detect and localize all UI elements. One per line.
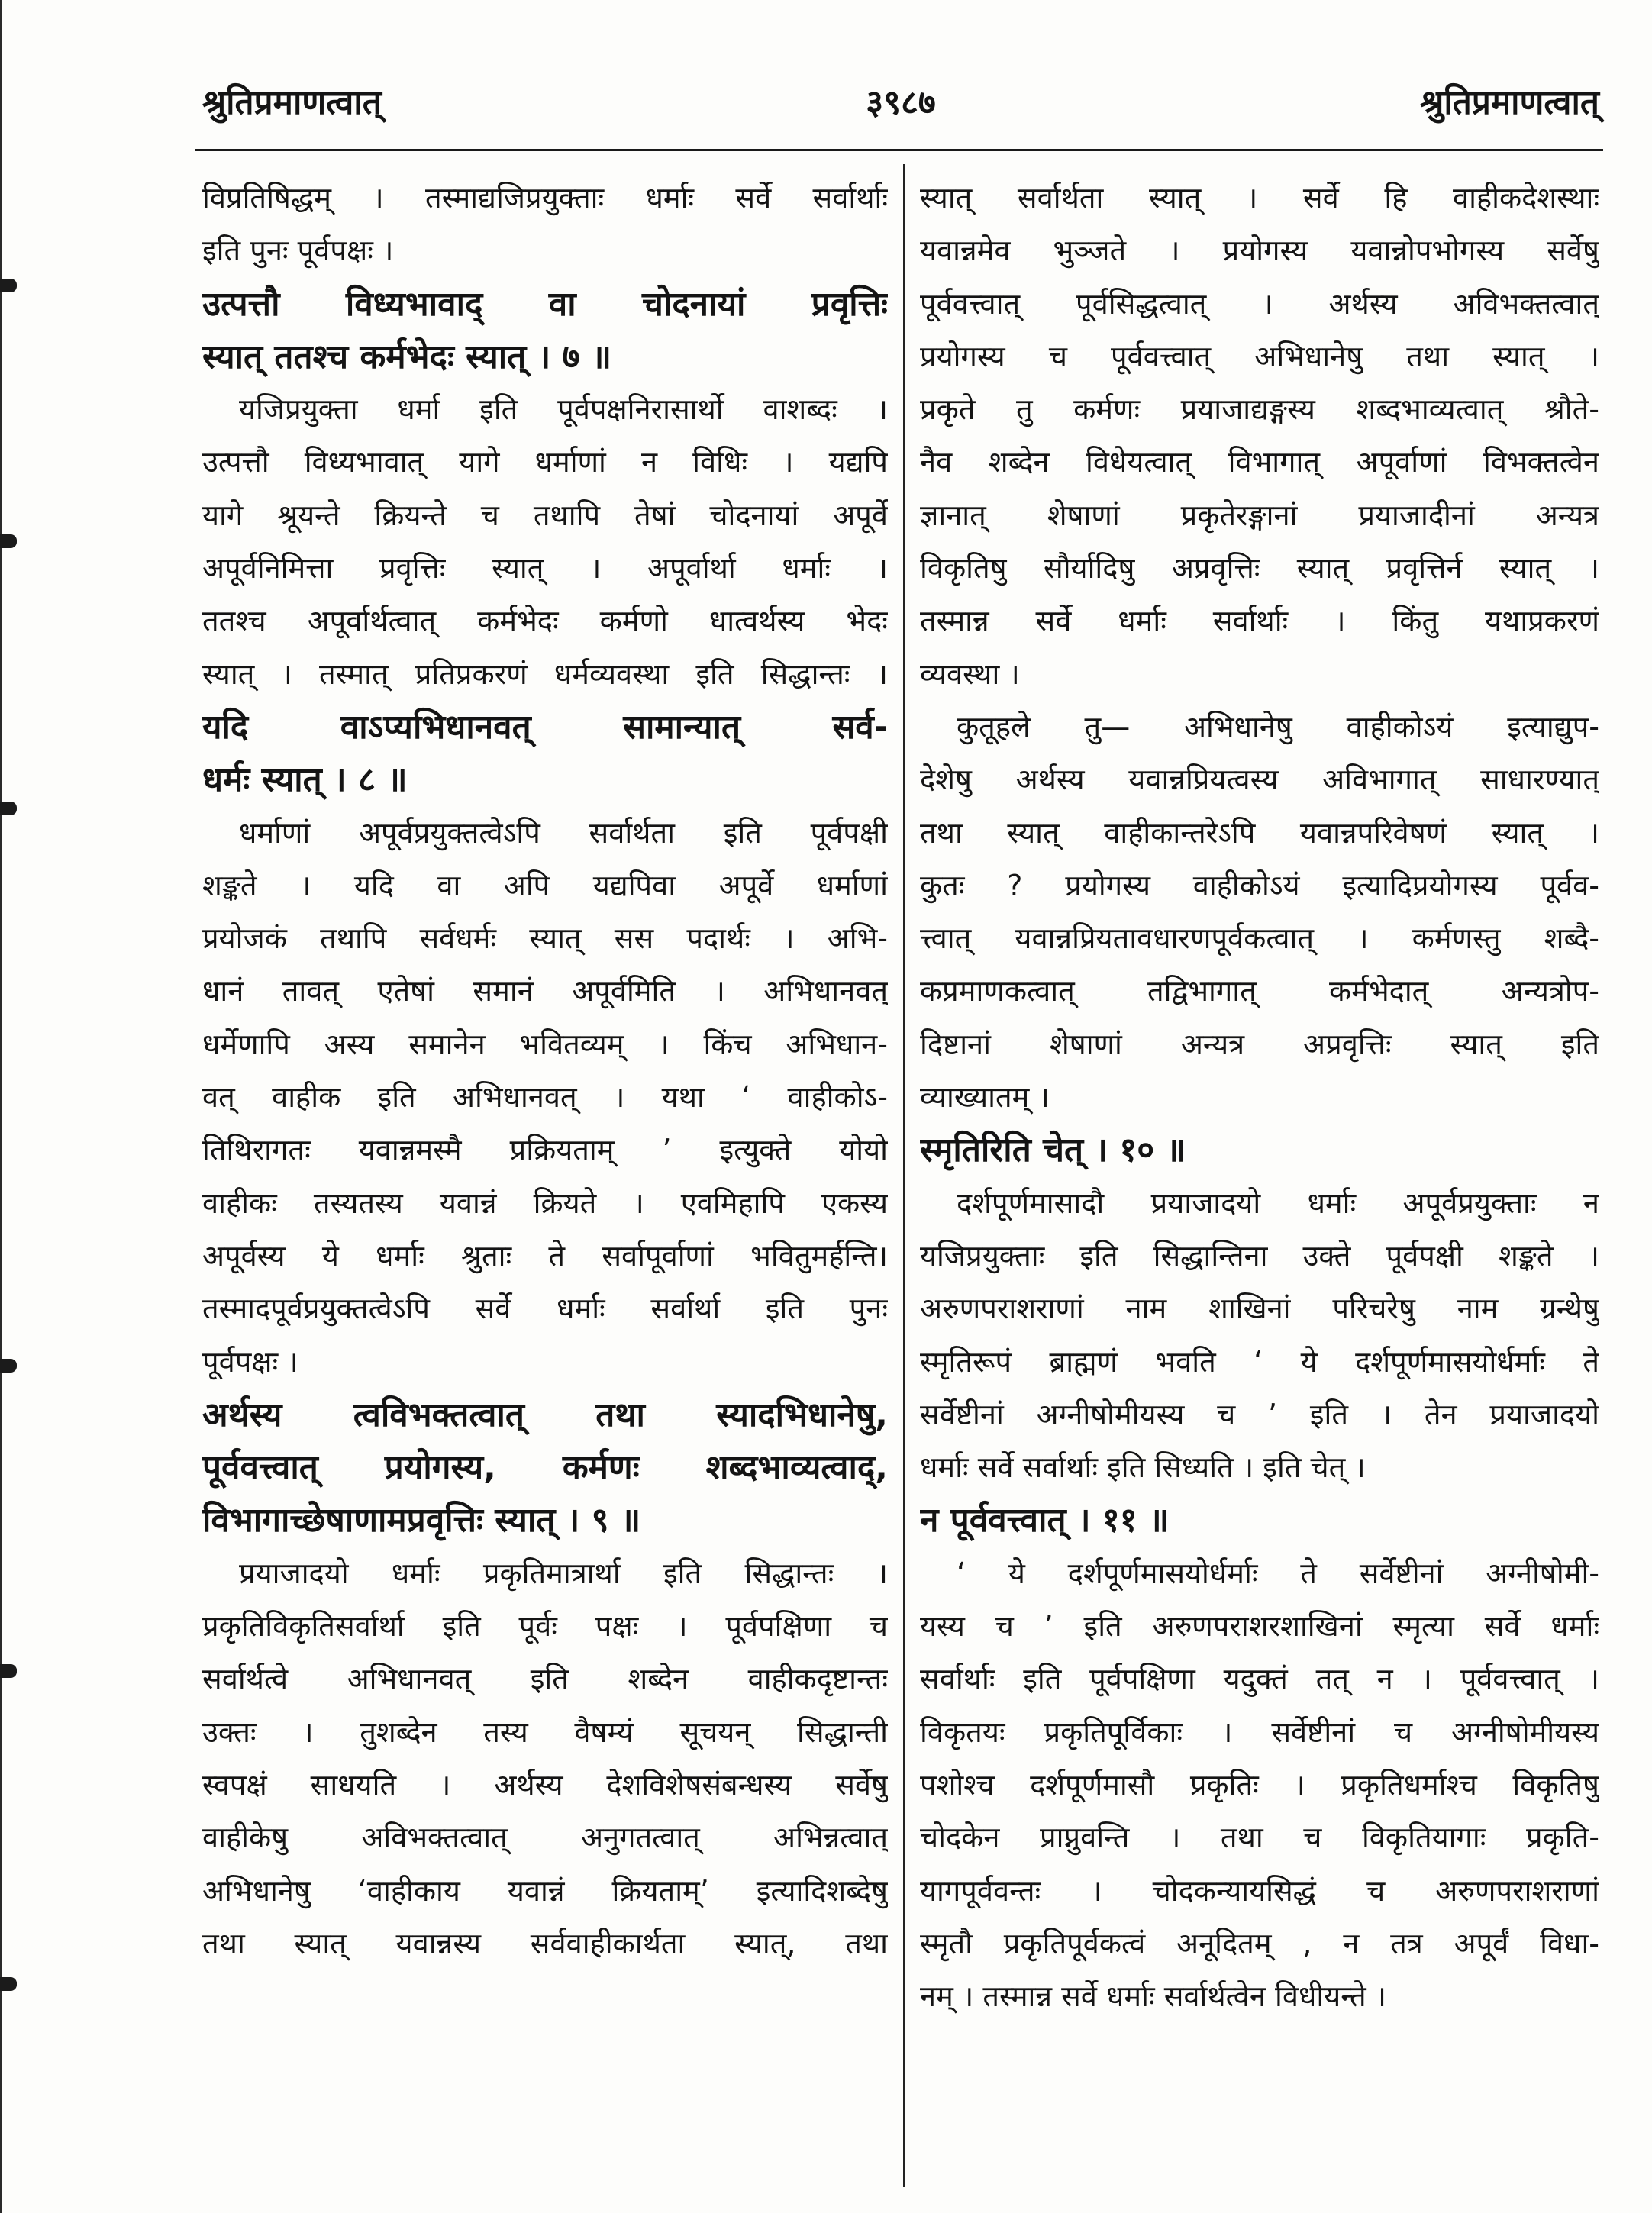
binding-edge <box>0 0 11 2213</box>
text-line: कप्रमाणकत्वात् तद्विभागात् कर्मभेदात् अन्यत्रोप- <box>920 974 1599 1008</box>
text-line: व्यवस्था । <box>920 656 1020 691</box>
text-line: प्रकृते तु कर्मणः प्रयाजाद्यङ्गस्य शब्दभाव्यत्वात् श्रौते- <box>920 392 1599 427</box>
text-line: त्त्वात् यवान्नप्रियतावधारणपूर्वकत्वात् । कर्मणस्तु शब्दै- <box>920 921 1599 956</box>
text-line: वाहीकेषु अविभक्तत्वात् अनुगतत्वात् अभिन्नत्वात् <box>202 1821 888 1855</box>
page-number: ३९८७ <box>866 83 936 122</box>
text-line: व्याख्यातम् । <box>920 1080 1050 1115</box>
text-line: अपूर्वस्य ये धर्माः श्रुताः ते सर्वापूर्वाणां भवितुमर्हन्ति। <box>202 1238 888 1273</box>
binding-mark <box>0 279 17 292</box>
binding-mark <box>0 1977 17 1991</box>
text-line: कुतः ? प्रयोगस्य वाहीकोऽयं इत्यादिप्रयोगस्य पूर्वव- <box>920 868 1599 902</box>
sutra-line: पूर्ववत्त्वात् प्रयोगस्य, कर्मणः शब्दभाव्यत्वाद्, <box>202 1448 888 1488</box>
text-line: यवान्नमेव भुञ्जते । प्रयोगस्य यवान्नोपभोगस्य सर्वेषु <box>920 234 1599 268</box>
text-line: धर्मेणापि अस्य समानेन भवितव्यम् । किंच अभिधान- <box>202 1027 888 1061</box>
text-line: विकृतयः प्रकृतिपूर्विकाः । सर्वेष्टीनां च अग्नीषोमीयस्य <box>920 1715 1599 1749</box>
text-line: प्रयोगस्य च पूर्ववत्त्वात् अभिधानेषु तथा स्यात् । <box>920 339 1599 373</box>
text-line: स्यात् सर्वार्थता स्यात् । सर्वे हि वाहीकदेशस्थाः <box>920 181 1599 215</box>
text-line: प्रयाजादयो धर्माः प्रकृतिमात्रार्था इति सिद्धान्तः । <box>239 1556 888 1590</box>
text-line: पशोश्च दर्शपूर्णमासौ प्रकृतिः । प्रकृतिधर्माश्च विकृतिषु <box>920 1767 1599 1802</box>
page-header <box>202 73 1599 134</box>
binding-mark <box>0 534 17 548</box>
text-line: उत्पत्तौ विध्यभावात् यागे धर्माणां न विधिः । यद्यपि <box>202 445 888 479</box>
text-line: यजिप्रयुक्ताः इति सिद्धान्तिना उक्ते पूर्वपक्षी शङ्कते । <box>920 1238 1599 1273</box>
text-line: चोदकेन प्राप्नुवन्ति । तथा च विकृतियागाः प्रकृति- <box>920 1821 1599 1855</box>
sutra-line: स्यात् ततश्च कर्मभेदः स्यात् । ७ ॥ <box>202 337 612 376</box>
sutra-line: धर्मः स्यात् । ८ ॥ <box>202 760 408 800</box>
text-line: नैव शब्देन विधेयत्वात् विभागात् अपूर्वाणां विभक्तत्वेन <box>920 445 1599 479</box>
text-line: तस्मान्न सर्वे धर्माः सर्वार्थाः । किंतु यथाप्रकरणं <box>920 604 1599 638</box>
text-line: सर्वेष्टीनां अग्नीषोमीयस्य च ’ इति । तेन प्रयाजादयो <box>920 1397 1599 1431</box>
text-line: अरुणपराशराणां नाम शाखिनां परिचरेषु नाम ग्रन्थेषु <box>920 1292 1599 1326</box>
text-line: धर्माणां अपूर्वप्रयुक्तत्वेऽपि सर्वार्थता इति पूर्वपक्षी <box>239 815 888 850</box>
binding-mark <box>0 802 17 815</box>
text-line: यागे श्रूयन्ते क्रियन्ते च तथापि तेषां चोदनायां अपूर्वे <box>202 498 888 532</box>
text-line: यजिप्रयुक्ता धर्मा इति पूर्वपक्षनिरासार्थो वाशब्दः । <box>239 392 888 427</box>
text-line: धानं तावत् एतेषां समानं अपूर्वमिति । अभिधानवत् <box>202 974 888 1008</box>
running-head-right: श्रुतिप्रमाणत्वात् <box>1420 83 1599 122</box>
sutra-line: उत्पत्तौ विध्यभावाद् वा चोदनायां प्रवृत्तिः <box>202 284 888 324</box>
text-line: अपूर्वनिमित्ता प्रवृत्तिः स्यात् । अपूर्वार्था धर्माः । <box>202 551 888 586</box>
sutra-line: स्मृतिरिति चेत् । १० ॥ <box>920 1131 1186 1170</box>
text-line: दिष्टानां शेषाणां अन्यत्र अप्रवृत्तिः स्यात् इति <box>920 1027 1599 1061</box>
text-line: ज्ञानात् शेषाणां प्रकृतेरङ्गानां प्रयाजादीनां अन्यत्र <box>920 498 1599 532</box>
text-line: इति पुनः पूर्वपक्षः । <box>202 234 394 268</box>
text-line: प्रयोजकं तथापि सर्वधर्मः स्यात् सस पदार्थः । अभि- <box>202 921 888 956</box>
sutra-line: विभागाच्छेषाणामप्रवृत्तिः स्यात् । ९ ॥ <box>202 1501 641 1540</box>
text-line: उक्तः । तुशब्देन तस्य वैषम्यं सूचयन् सिद्धान्ती <box>202 1715 888 1749</box>
text-line: स्वपक्षं साधयति । अर्थस्य देशविशेषसंबन्धस्य सर्वेषु <box>202 1767 888 1802</box>
text-line: यागपूर्ववन्तः । चोदकन्यायसिद्धं च अरुणपराशराणां <box>920 1873 1599 1908</box>
sutra-line: न पूर्ववत्त्वात् । ११ ॥ <box>920 1501 1170 1540</box>
sutra-line: यदि वाऽप्यभिधानवत् सामान्यात् सर्व- <box>202 707 888 747</box>
text-line: वाहीकः तस्यतस्य यवान्नं क्रियते । एवमिहापि एकस्य <box>202 1186 888 1220</box>
text-line: वत् वाहीक इति अभिधानवत् । यथा ‘ वाहीकोऽ- <box>202 1080 888 1115</box>
text-line: तथा स्यात् यवान्नस्य सर्ववाहीकार्थता स्यात्, तथा <box>202 1926 888 1960</box>
column-divider <box>903 164 905 2187</box>
text-line: तथा स्यात् वाहीकान्तरेऽपि यवान्नपरिवेषणं स्यात् । <box>920 815 1599 850</box>
text-line: कुतूहले तु— अभिधानेषु वाहीकोऽयं इत्याद्युप- <box>957 709 1599 744</box>
text-line: पूर्ववत्त्वात् पूर्वसिद्धत्वात् । अर्थस्य अविभक्तत्वात् <box>920 286 1599 321</box>
text-line: स्मृतिरूपं ब्राह्मणं भवति ‘ ये दर्शपूर्णमासयोर्धर्माः ते <box>920 1344 1599 1379</box>
sutra-line: अर्थस्य त्वविभक्तत्वात् तथा स्यादभिधानेषु, <box>202 1395 888 1434</box>
binding-mark <box>0 1359 17 1373</box>
left-column <box>202 172 888 2187</box>
text-line: अभिधानेषु ‘वाहीकाय यवान्नं क्रियताम्’ इत्यादिशब्देषु <box>202 1873 888 1908</box>
text-line: विकृतिषु सौर्यादिषु अप्रवृत्तिः स्यात् प्रवृत्तिर्न स्यात् । <box>920 551 1599 586</box>
right-column <box>920 172 1599 2187</box>
text-line: देशेषु अर्थस्य यवान्नप्रियत्वस्य अविभागात् साधारण्यात् <box>920 763 1599 797</box>
text-line: प्रकृतिविकृतिसर्वार्था इति पूर्वः पक्षः । पूर्वपक्षिणा च <box>202 1609 888 1644</box>
text-line: पूर्वपक्षः । <box>202 1344 298 1379</box>
text-line: ‘ ये दर्शपूर्णमासयोर्धर्माः ते सर्वेष्टीनां अग्नीषोमी- <box>957 1556 1599 1590</box>
text-line: ततश्च अपूर्वार्थत्वात् कर्मभेदः कर्मणो धात्वर्थस्य भेदः <box>202 604 888 638</box>
text-line: तस्मादपूर्वप्रयुक्तत्वेऽपि सर्वे धर्माः सर्वार्था इति पुनः <box>202 1292 888 1326</box>
text-line: धर्माः सर्वे सर्वार्थाः इति सिध्यति । इति चेत् । <box>920 1450 1366 1485</box>
header-rule <box>195 149 1603 151</box>
text-line: स्यात् । तस्मात् प्रतिप्रकरणं धर्मव्यवस्था इति सिद्धान्तः । <box>202 656 888 691</box>
running-head-left: श्रुतिप्रमाणत्वात् <box>202 83 382 122</box>
text-line: सर्वार्थत्वे अभिधानवत् इति शब्देन वाहीकदृष्टान्तः <box>202 1662 888 1696</box>
text-line: विप्रतिषिद्धम् । तस्माद्यजिप्रयुक्ताः धर्माः सर्वे सर्वार्थाः <box>202 181 888 215</box>
text-line: सर्वार्थाः इति पूर्वपक्षिणा यदुक्तं तत् न । पूर्ववत्त्वात् । <box>920 1662 1599 1696</box>
text-line: यस्य च ’ इति अरुणपराशरशाखिनां स्मृत्या सर्वे धर्माः <box>920 1609 1599 1644</box>
text-line: नम् । तस्मान्न सर्वे धर्माः सर्वार्थत्वेन विधीयन्ते । <box>920 1979 1387 2014</box>
binding-mark <box>0 1664 17 1678</box>
text-line: शङ्कते । यदि वा अपि यद्यपिवा अपूर्वे धर्माणां <box>202 868 888 902</box>
text-line: तिथिरागतः यवान्नमस्मै प्रक्रियताम् ’ इत्युक्ते योयो <box>202 1133 888 1167</box>
text-line: दर्शपूर्णमासादौ प्रयाजादयो धर्माः अपूर्वप्रयुक्ताः न <box>957 1186 1599 1220</box>
text-line: स्मृतौ प्रकृतिपूर्वकत्वं अनूदितम् , न तत्र अपूर्वं विधा- <box>920 1926 1599 1960</box>
